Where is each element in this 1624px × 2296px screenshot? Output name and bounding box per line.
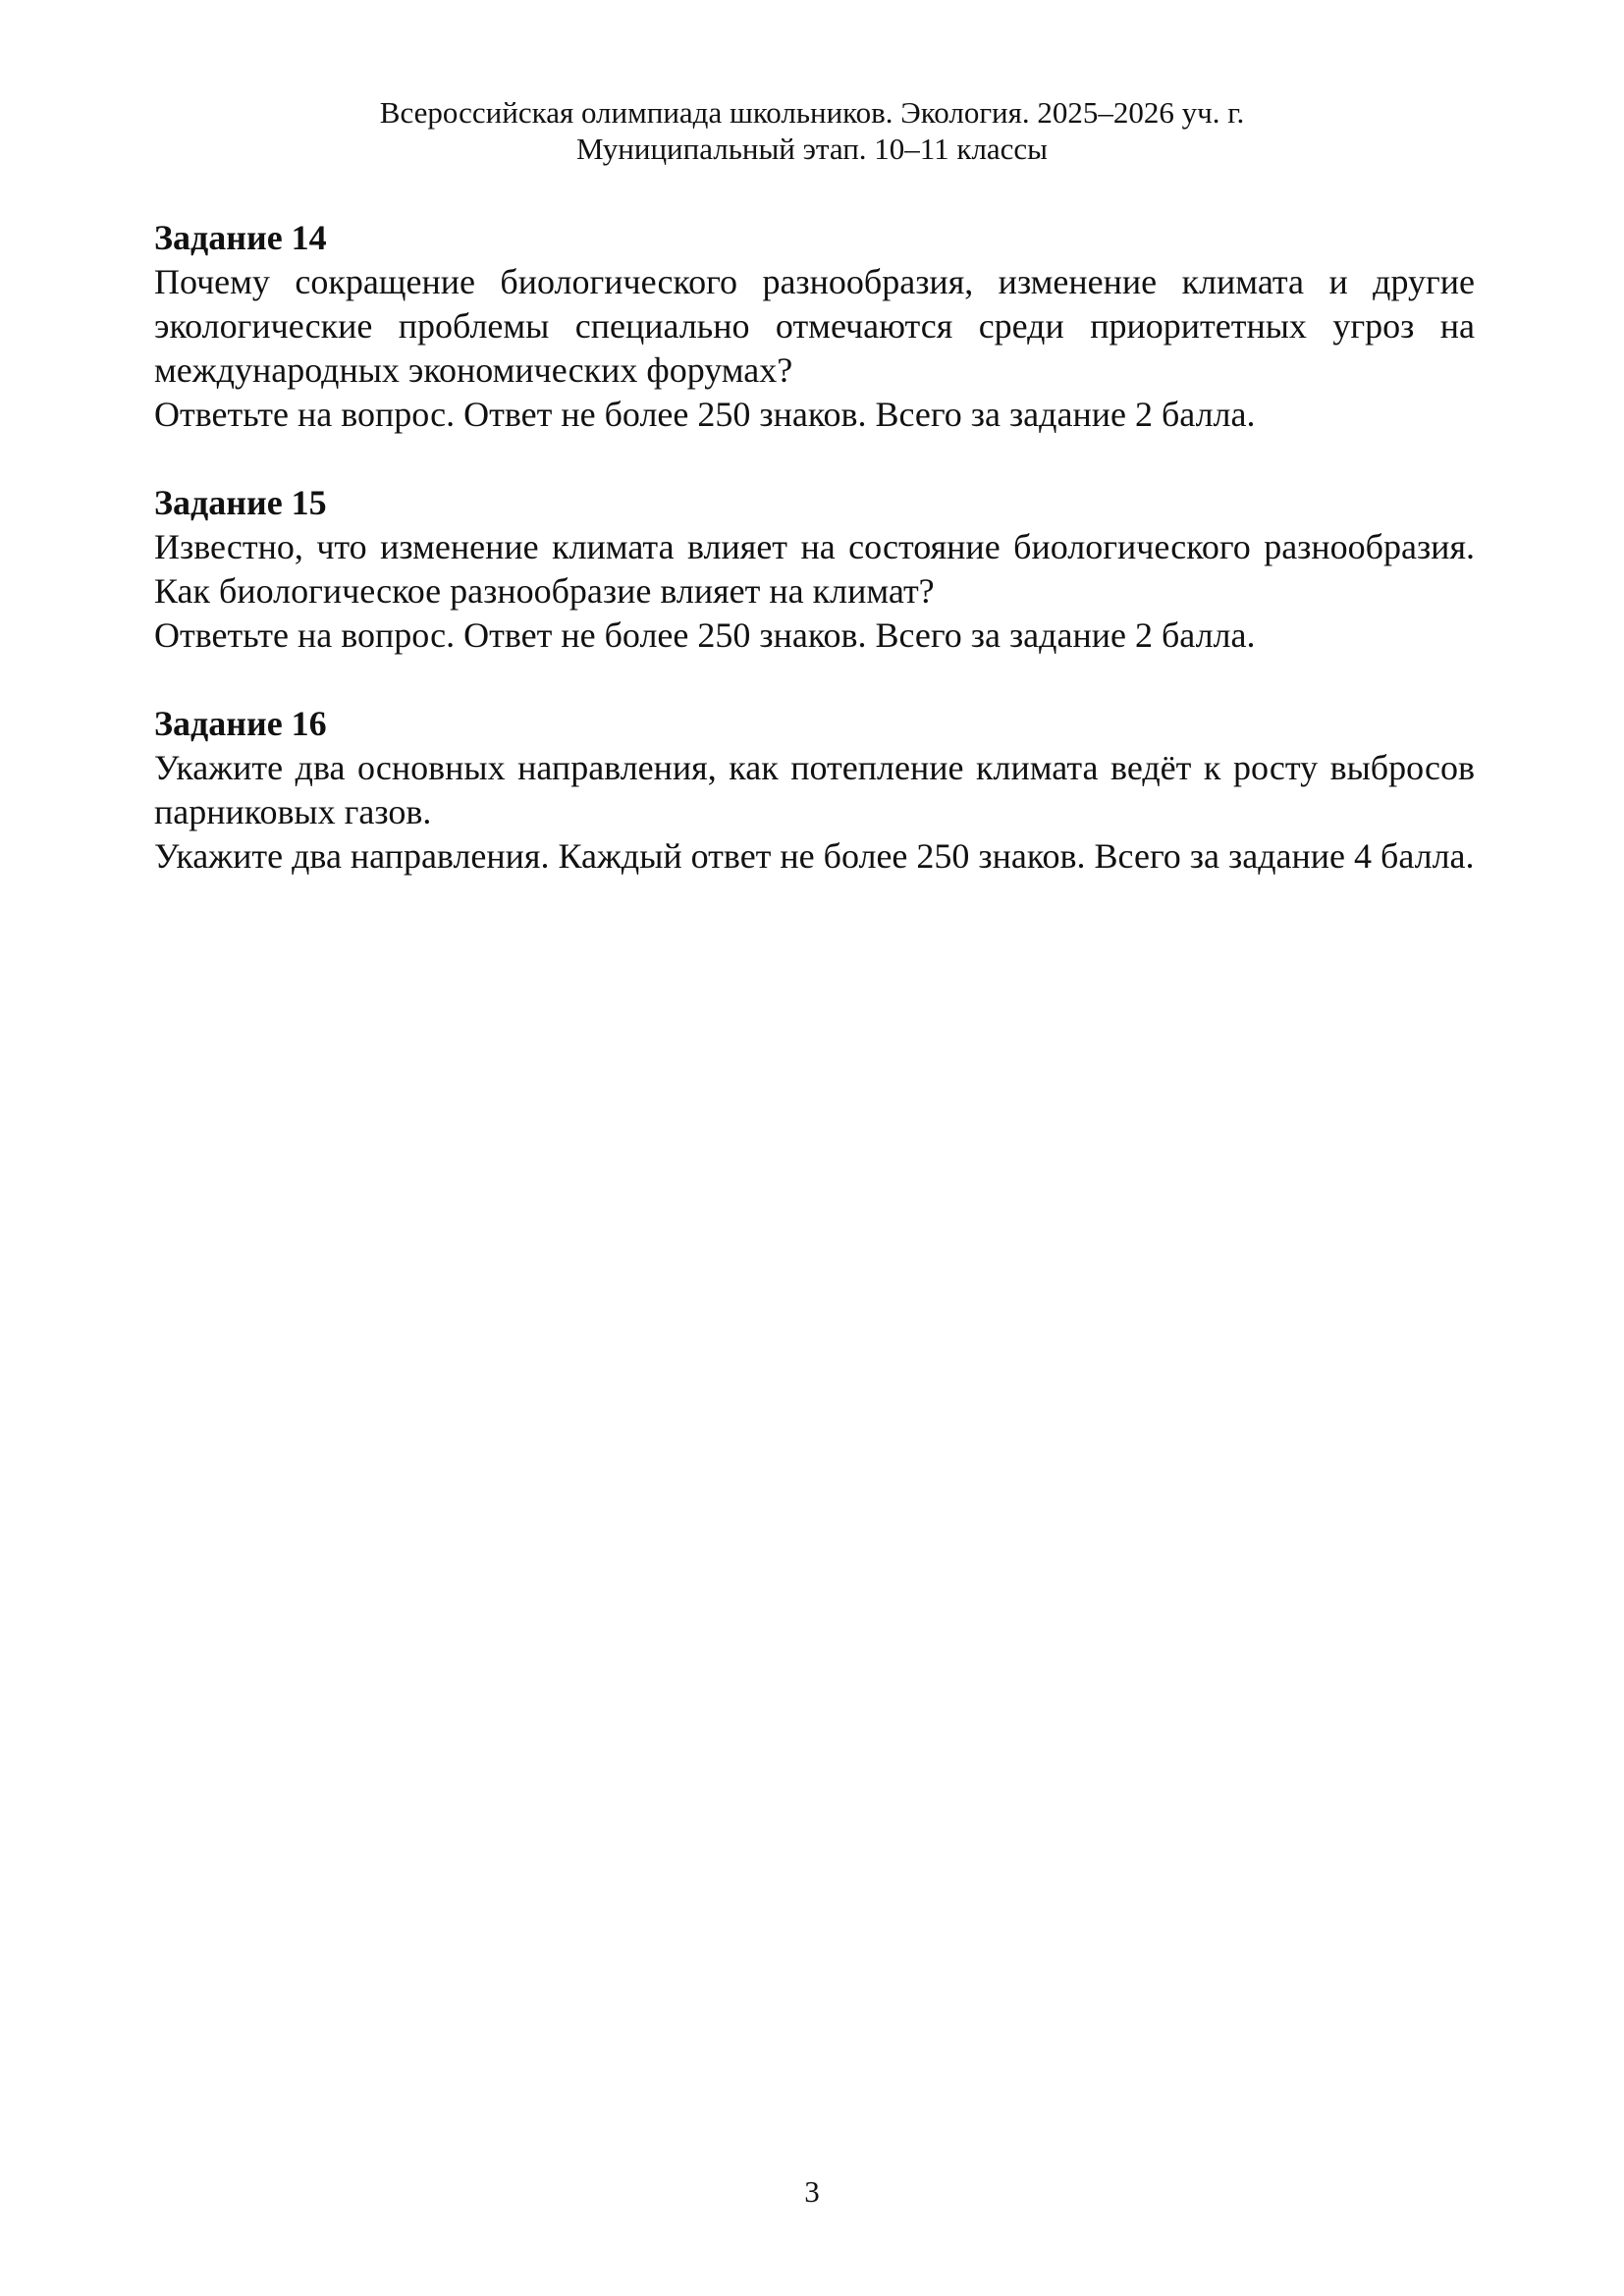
task-question: Укажите два основных направления, как потепление климата ведёт к росту выбросов парниковых газов. xyxy=(154,748,1475,831)
task-14 xyxy=(154,216,1475,437)
page-header xyxy=(0,94,1624,167)
page-number: 3 xyxy=(804,2174,820,2209)
task-instruction: Ответьте на вопрос. Ответ не более 250 знаков. Всего за задание 2 балла. xyxy=(154,615,1256,655)
task-question: Почему сокращение биологического разнообразия, изменение климата и другие экологические проблемы специально отмечаются среди приоритетных угроз на международных экономических форумах? xyxy=(154,262,1475,390)
task-question: Известно, что изменение климата влияет на состояние биологического разнообразия. Как биологическое разнообразие влияет на климат? xyxy=(154,527,1475,611)
header-title-line: Всероссийская олимпиада школьников. Экология. 2025–2026 уч. г. xyxy=(379,95,1245,130)
task-title: Задание 16 xyxy=(154,704,327,743)
task-16 xyxy=(154,702,1475,879)
task-instruction: Ответьте на вопрос. Ответ не более 250 знаков. Всего за задание 2 балла. xyxy=(154,395,1256,434)
task-title: Задание 15 xyxy=(154,483,327,522)
task-instruction: Укажите два направления. Каждый ответ не более 250 знаков. Всего за задание 4 балла. xyxy=(154,836,1475,876)
task-15 xyxy=(154,481,1475,658)
header-subtitle-line: Муниципальный этап. 10–11 классы xyxy=(575,132,1049,166)
task-title: Задание 14 xyxy=(154,218,327,257)
tasks-list xyxy=(154,216,1475,923)
